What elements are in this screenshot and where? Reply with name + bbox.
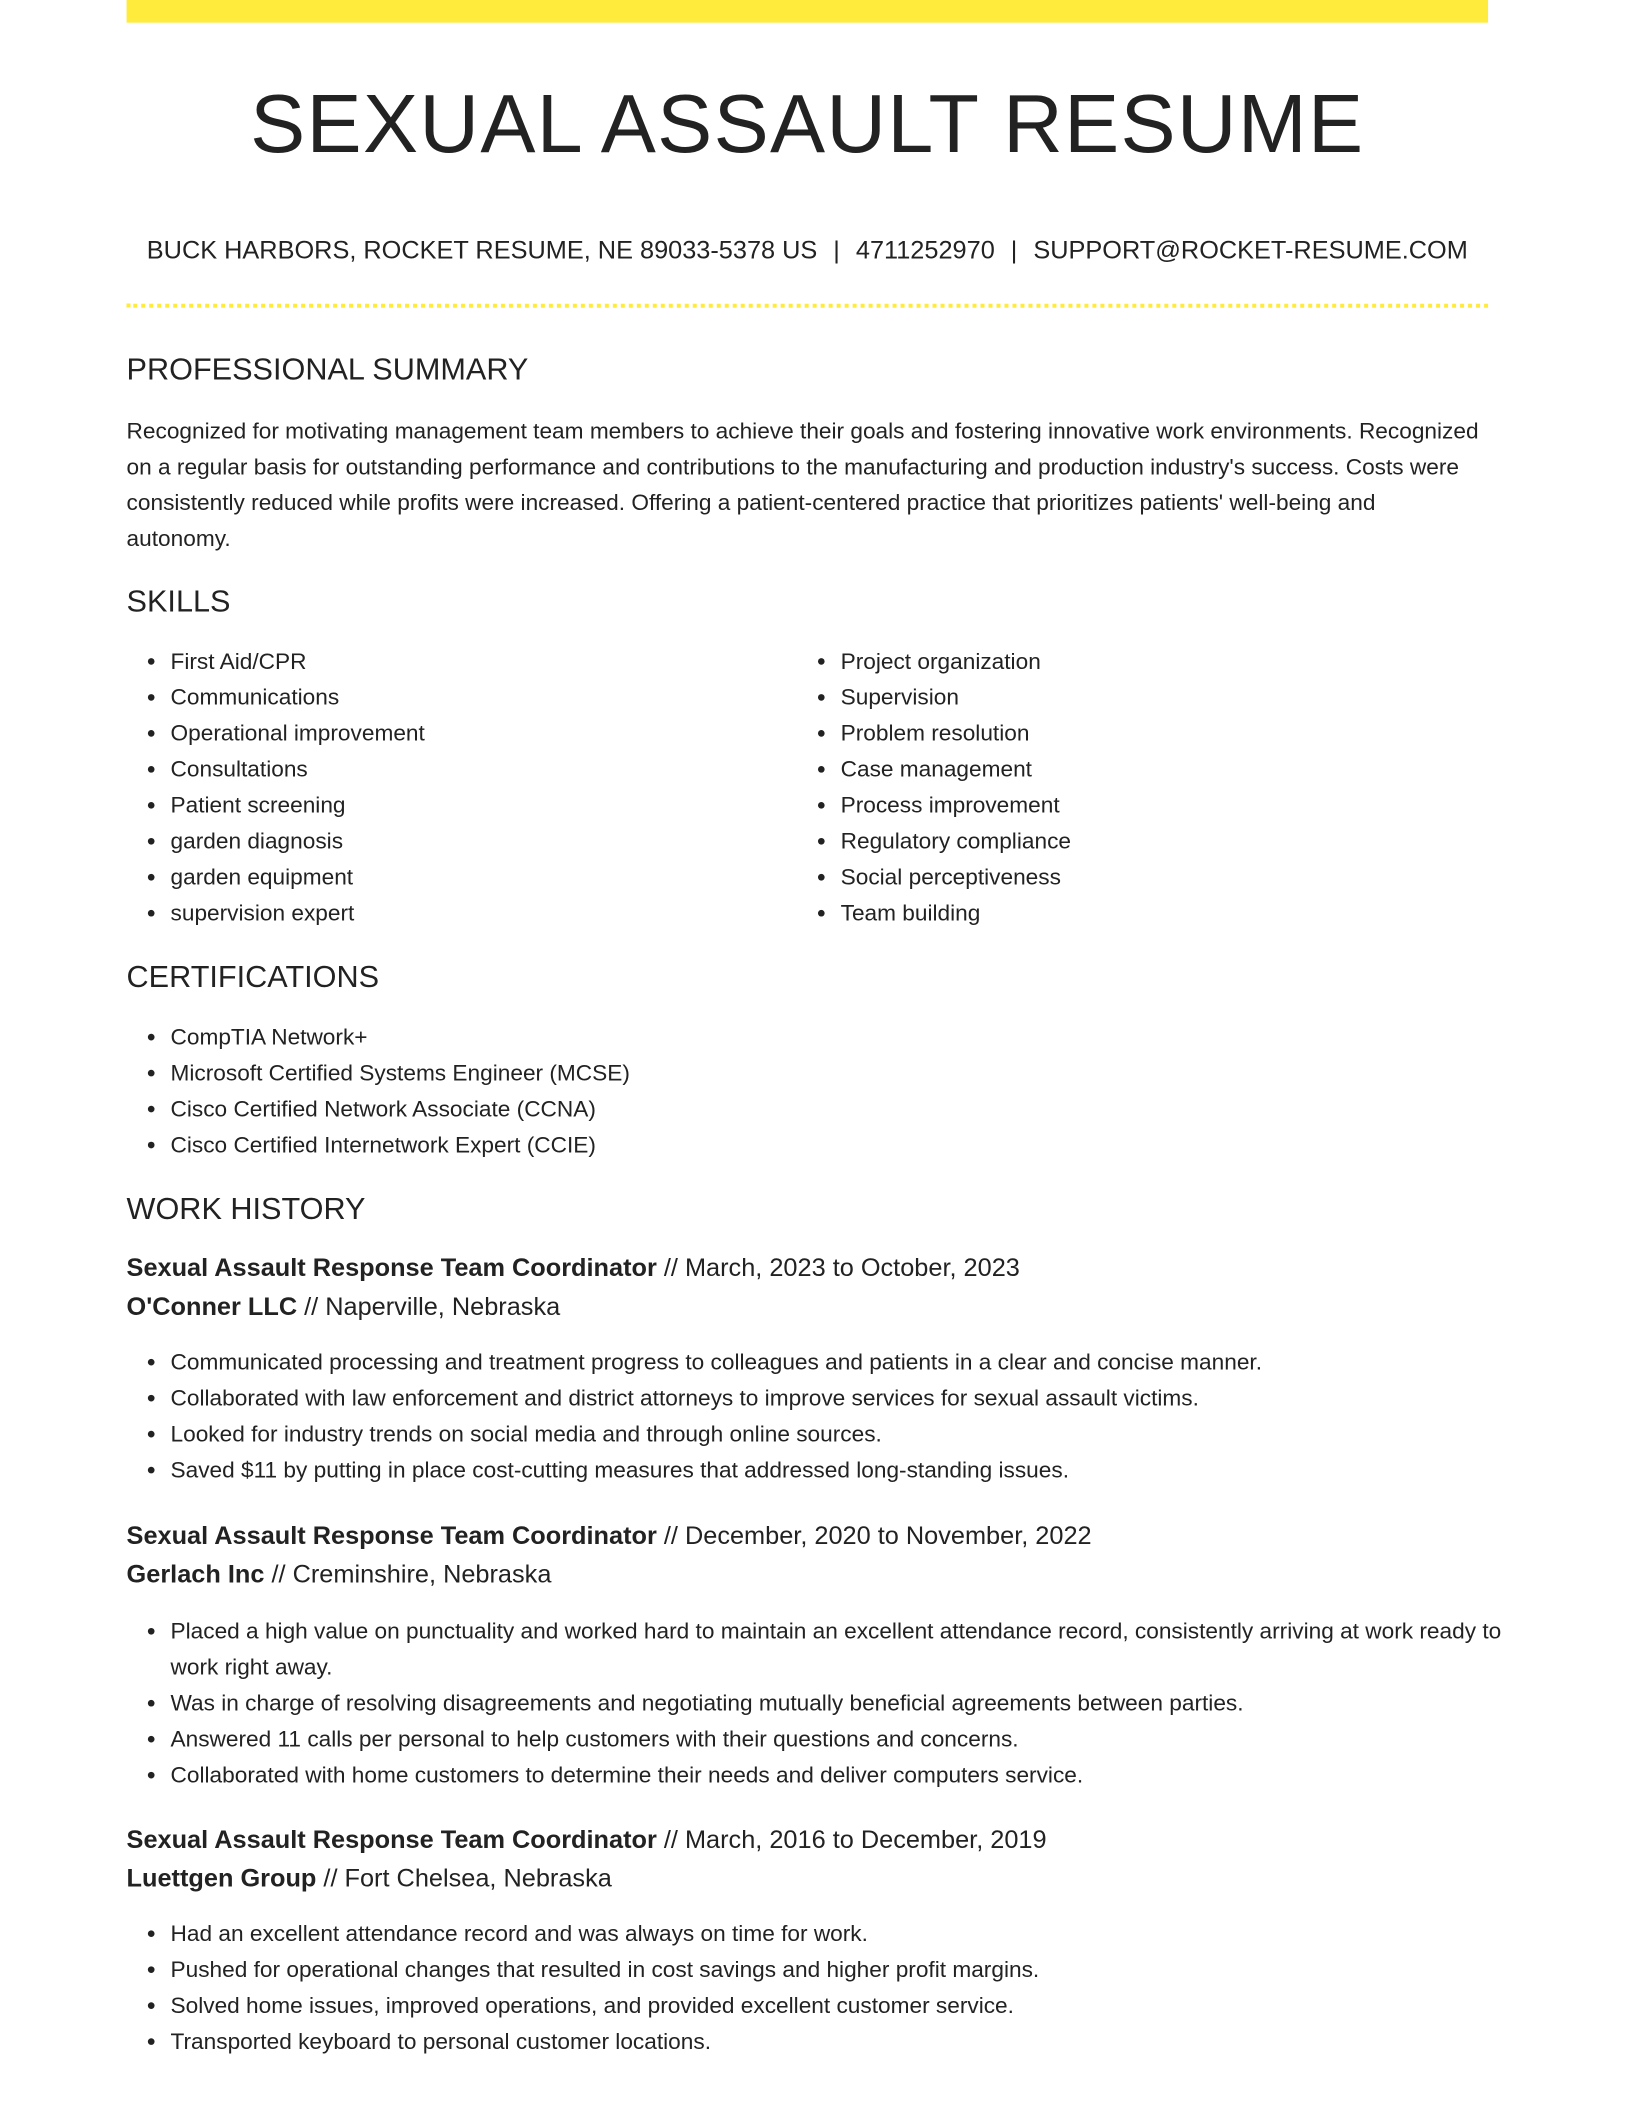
skill-item: • Communications — [171, 679, 797, 715]
skills-list-right — [798, 643, 1467, 931]
job-bullet: • Solved home issues, improved operations, and provided excellent customer service. — [171, 1988, 1517, 2024]
skill-item: • Process improvement — [841, 787, 1467, 823]
job-dates: // March, 2023 to October, 2023 — [663, 1254, 1020, 1283]
contact-separator: | — [1010, 237, 1018, 266]
certification-item: • Cisco Certified Internetwork Expert (CCIE) — [171, 1127, 1503, 1163]
skill-item: • Problem resolution — [841, 715, 1467, 751]
contact-separator: | — [833, 237, 840, 266]
skill-item: • Case management — [841, 751, 1467, 787]
certification-item: • Microsoft Certified Systems Engineer (MCSE) — [171, 1055, 1503, 1091]
job-bullet: • Collaborated with law enforcement and district attorneys to improve services for sexual assault victims. — [171, 1380, 1517, 1416]
contact-line — [127, 237, 1489, 266]
job-bullets — [128, 1916, 1516, 2060]
contact-email: SUPPORT@ROCKET-RESUME.COM — [1033, 237, 1468, 266]
job-title: Sexual Assault Response Team Coordinator — [126, 1522, 657, 1551]
job-title-line — [127, 1255, 1020, 1284]
contact-phone: 4711252970 — [855, 237, 995, 266]
job-dates: // December, 2020 to November, 2022 — [663, 1522, 1092, 1551]
skill-item: • garden diagnosis — [171, 823, 797, 859]
summary-heading: PROFESSIONAL SUMMARY — [126, 351, 529, 387]
divider — [127, 304, 1489, 308]
skill-item: • Social perceptiveness — [841, 859, 1467, 895]
skill-item: • Team building — [841, 895, 1467, 931]
job-company-line — [127, 1294, 561, 1323]
job-title: Sexual Assault Response Team Coordinator — [126, 1254, 657, 1283]
job-bullets — [128, 1344, 1516, 1488]
skills-list-left — [128, 643, 797, 931]
job-bullet: • Was in charge of resolving disagreements and negotiating mutually beneficial agreements between parties. — [171, 1685, 1517, 1721]
job-bullet: • Placed a high value on punctuality and worked hard to maintain an excellent attendance record, consistently arriving at work ready to work right away. — [171, 1613, 1517, 1685]
contact-address: BUCK HARBORS, ROCKET RESUME, NE 89033-5378 US — [146, 237, 818, 266]
job-bullet: • Saved $11 by putting in place cost-cutting measures that addressed long-standing issues. — [171, 1452, 1517, 1488]
job-bullet: • Pushed for operational changes that resulted in cost savings and higher profit margins. — [171, 1952, 1517, 1988]
skill-item: • Project organization — [841, 643, 1467, 679]
certification-item: • Cisco Certified Network Associate (CCNA) — [171, 1091, 1503, 1127]
certification-item: • CompTIA Network+ — [171, 1019, 1503, 1055]
skill-item: • Supervision — [841, 679, 1467, 715]
skill-item: • supervision expert — [171, 895, 797, 931]
job-company-line — [127, 1561, 552, 1590]
job-bullet: • Communicated processing and treatment progress to colleagues and patients in a clear and concise manner. — [171, 1344, 1517, 1380]
resume-name: SEXUAL ASSAULT RESUME — [250, 78, 1365, 171]
accent-bar — [127, 0, 1489, 23]
job-bullet: • Had an excellent attendance record and was always on time for work. — [171, 1916, 1517, 1952]
skill-item: • Consultations — [171, 751, 797, 787]
skill-item: • Patient screening — [171, 787, 797, 823]
job-title-line — [127, 1826, 1047, 1855]
job-location: // Fort Chelsea, Nebraska — [323, 1865, 612, 1894]
job-company: Luettgen Group — [126, 1865, 317, 1894]
work-heading: WORK HISTORY — [126, 1190, 366, 1226]
job-company: O'Conner LLC — [126, 1293, 298, 1322]
certifications-list — [128, 1019, 1503, 1163]
job-location: // Naperville, Nebraska — [304, 1293, 561, 1322]
job-title: Sexual Assault Response Team Coordinator — [126, 1826, 657, 1855]
job-title-line — [127, 1523, 1092, 1552]
skill-item: • garden equipment — [171, 859, 797, 895]
job-bullet: • Looked for industry trends on social media and through online sources. — [171, 1416, 1517, 1452]
job-company-line — [127, 1865, 612, 1894]
skill-item: • Regulatory compliance — [841, 823, 1467, 859]
skill-item: • First Aid/CPR — [171, 643, 797, 679]
skill-item: • Operational improvement — [171, 715, 797, 751]
certifications-heading: CERTIFICATIONS — [126, 959, 380, 994]
job-dates: // March, 2016 to December, 2019 — [663, 1826, 1047, 1855]
job-location: // Creminshire, Nebraska — [271, 1561, 552, 1590]
job-bullet: • Collaborated with home customers to determine their needs and deliver computers service. — [171, 1757, 1517, 1793]
summary-text: Recognized for motivating management team members to achieve their goals and fostering innovative work environments. Recognized on a regular basis for outstanding performance and contributions to the manufacturing and production industry's success. Costs were consistently reduced while profits were increased. Offering a patient-centered practice that prioritizes patients' well-being and autonomy. — [126, 418, 1479, 552]
skills-heading: SKILLS — [126, 583, 231, 619]
job-bullet: • Answered 11 calls per personal to help customers with their questions and concerns. — [171, 1721, 1517, 1757]
job-company: Gerlach Inc — [126, 1561, 265, 1590]
job-bullets — [128, 1613, 1516, 1793]
job-bullet: • Transported keyboard to personal customer locations. — [171, 2024, 1517, 2060]
